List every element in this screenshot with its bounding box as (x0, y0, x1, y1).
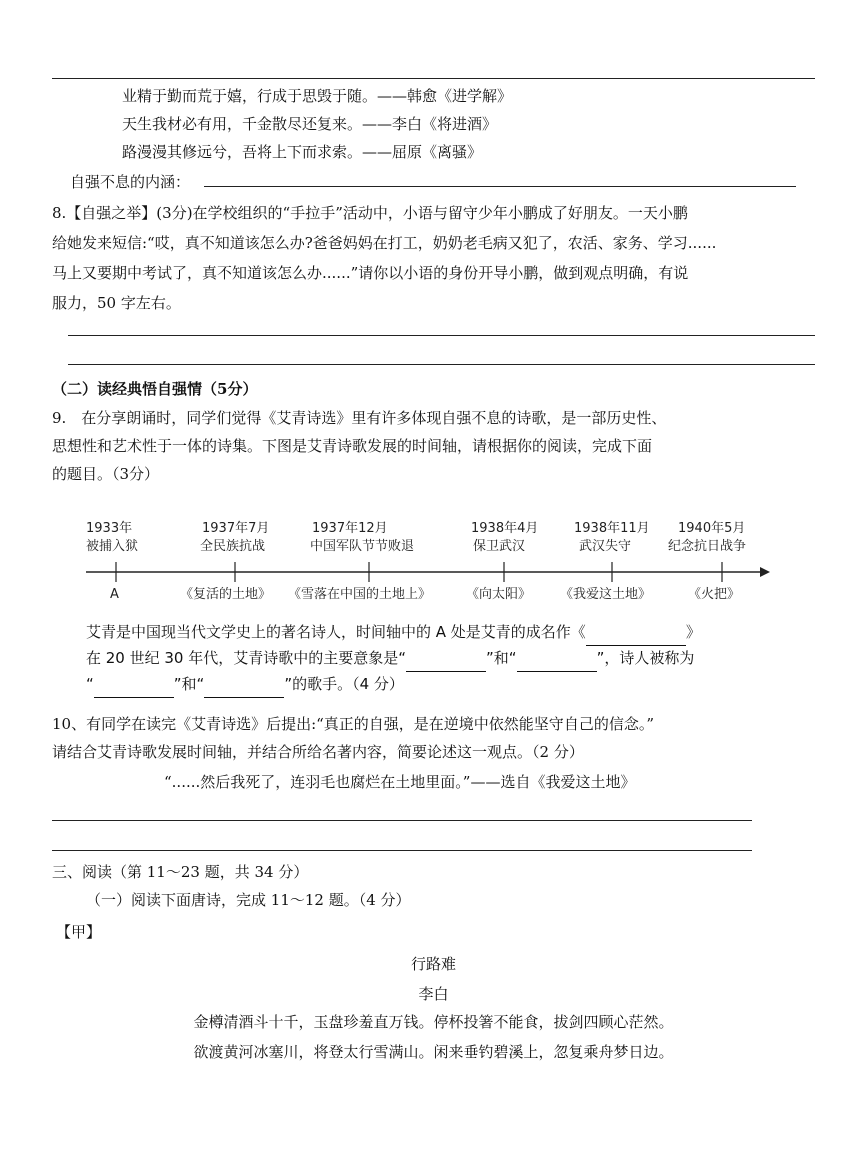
timeline (80, 512, 780, 612)
timeline-work: 《向太阳》 (466, 587, 532, 602)
timeline-date: 1933年 (86, 521, 133, 536)
section-title: （二）读经典悟自强情（5分） (52, 380, 258, 398)
timeline-event: 全民族抗战 (200, 539, 266, 554)
quote-line: 天生我材必有用，千金散尽还复来。——李白《将进酒》 (122, 115, 498, 133)
timeline-date: 1938年4月 (471, 521, 539, 536)
timeline-date: 1937年12月 (312, 521, 388, 536)
timeline-event: 武汉失守 (579, 539, 632, 554)
poem-line: 欲渡黄河冰塞川，将登太行雪满山。闲来垂钓碧溪上，忽复乘舟梦日边。 (193, 1043, 674, 1061)
answer-line[interactable] (52, 850, 752, 851)
timeline-event: 中国军队节节败退 (310, 539, 415, 554)
q8-line: 8.【自强之举】(3分)在学校组织的“手拉手”活动中，小语与留守少年小鹏成了好朋友。一天小鹏 (52, 204, 688, 222)
quote-line: 路漫漫其修远兮，吾将上下而求索。——屈原《离骚》 (122, 143, 483, 161)
q9-fill-line: “ ”和“ ”的歌手。（4 分） (86, 670, 404, 698)
timeline-work: A (110, 587, 119, 602)
q9-line: 的题目。（3分） (52, 465, 160, 483)
blank-field[interactable] (204, 680, 284, 698)
subsection-title: （一）阅读下面唐诗，完成 11～12 题。（4 分） (86, 891, 411, 909)
timeline-event: 纪念抗日战争 (668, 539, 747, 554)
jia-label: 【甲】 (56, 923, 102, 941)
timeline-date: 1938年11月 (574, 521, 650, 536)
answer-line[interactable] (204, 186, 796, 187)
answer-line[interactable] (68, 364, 815, 365)
q9-fill-line: 艾青是中国现当代文学史上的著名诗人，时间轴中的 A 处是艾青的成名作《 》 (86, 618, 701, 646)
blank-field[interactable] (94, 680, 174, 698)
timeline-work: 《雪落在中国的土地上》 (288, 587, 432, 602)
blank-field[interactable] (406, 654, 486, 672)
q10-quote: “......然后我死了，连羽毛也腐烂在土地里面。”——选自《我爱这土地》 (164, 773, 636, 791)
blank-field[interactable] (517, 654, 597, 672)
zqbx-label: 自强不息的内涵： (70, 173, 191, 191)
timeline-event: 保卫武汉 (473, 539, 526, 554)
timeline-work: 《复活的土地》 (180, 587, 272, 602)
poem-title: 行路难 (410, 955, 456, 973)
q10-line: 请结合艾青诗歌发展时间轴，并结合所给名著内容，简要论述这一观点。（2 分） (52, 743, 584, 761)
answer-line[interactable] (68, 335, 815, 336)
poem-line: 金樽清酒斗十千，玉盘珍羞直万钱。停杯投箸不能食，拔剑四顾心茫然。 (193, 1013, 674, 1031)
q9-line: 思想性和艺术性于一体的诗集。下图是艾青诗歌发展的时间轴，请根据你的阅读，完成下面 (52, 437, 653, 455)
timeline-event: 被捕入狱 (86, 539, 139, 554)
q8-line: 服力，50 字左右。 (52, 294, 181, 312)
q9-fill-line: 在 20 世纪 30 年代，艾青诗歌中的主要意象是“ ”和“ ”，诗人被称为 (86, 644, 694, 672)
timeline-date: 1937年7月 (202, 521, 270, 536)
quote-line: 业精于勤而荒于嬉，行成于思毁于随。——韩愈《进学解》 (122, 87, 513, 105)
timeline-work: 《火把》 (688, 587, 741, 602)
section-title: 三、阅读（第 11～23 题，共 34 分） (52, 863, 309, 881)
timeline-date: 1940年5月 (678, 521, 746, 536)
top-rule (52, 78, 815, 79)
timeline-work: 《我爱这土地》 (560, 587, 652, 602)
q10-line: 10、有同学在读完《艾青诗选》后提出:“真正的自强，是在逆境中依然能坚守自己的信念。” (52, 715, 654, 733)
q8-line: 马上又要期中考试了，真不知道该怎么办......”请你以小语的身份开导小鹏，做到观点明确，有说 (52, 264, 689, 282)
q8-line: 给她发来短信:“哎，真不知道该怎么办?爸爸妈妈在打工，奶奶老毛病又犯了，农活、家务、学习...... (52, 234, 717, 252)
q9-line: 9. 在分享朗诵时，同学们觉得《艾青诗选》里有许多体现自强不息的诗歌，是一部历史性、 (52, 409, 667, 427)
answer-line[interactable] (52, 820, 752, 821)
poem-author: 李白 (418, 985, 449, 1003)
